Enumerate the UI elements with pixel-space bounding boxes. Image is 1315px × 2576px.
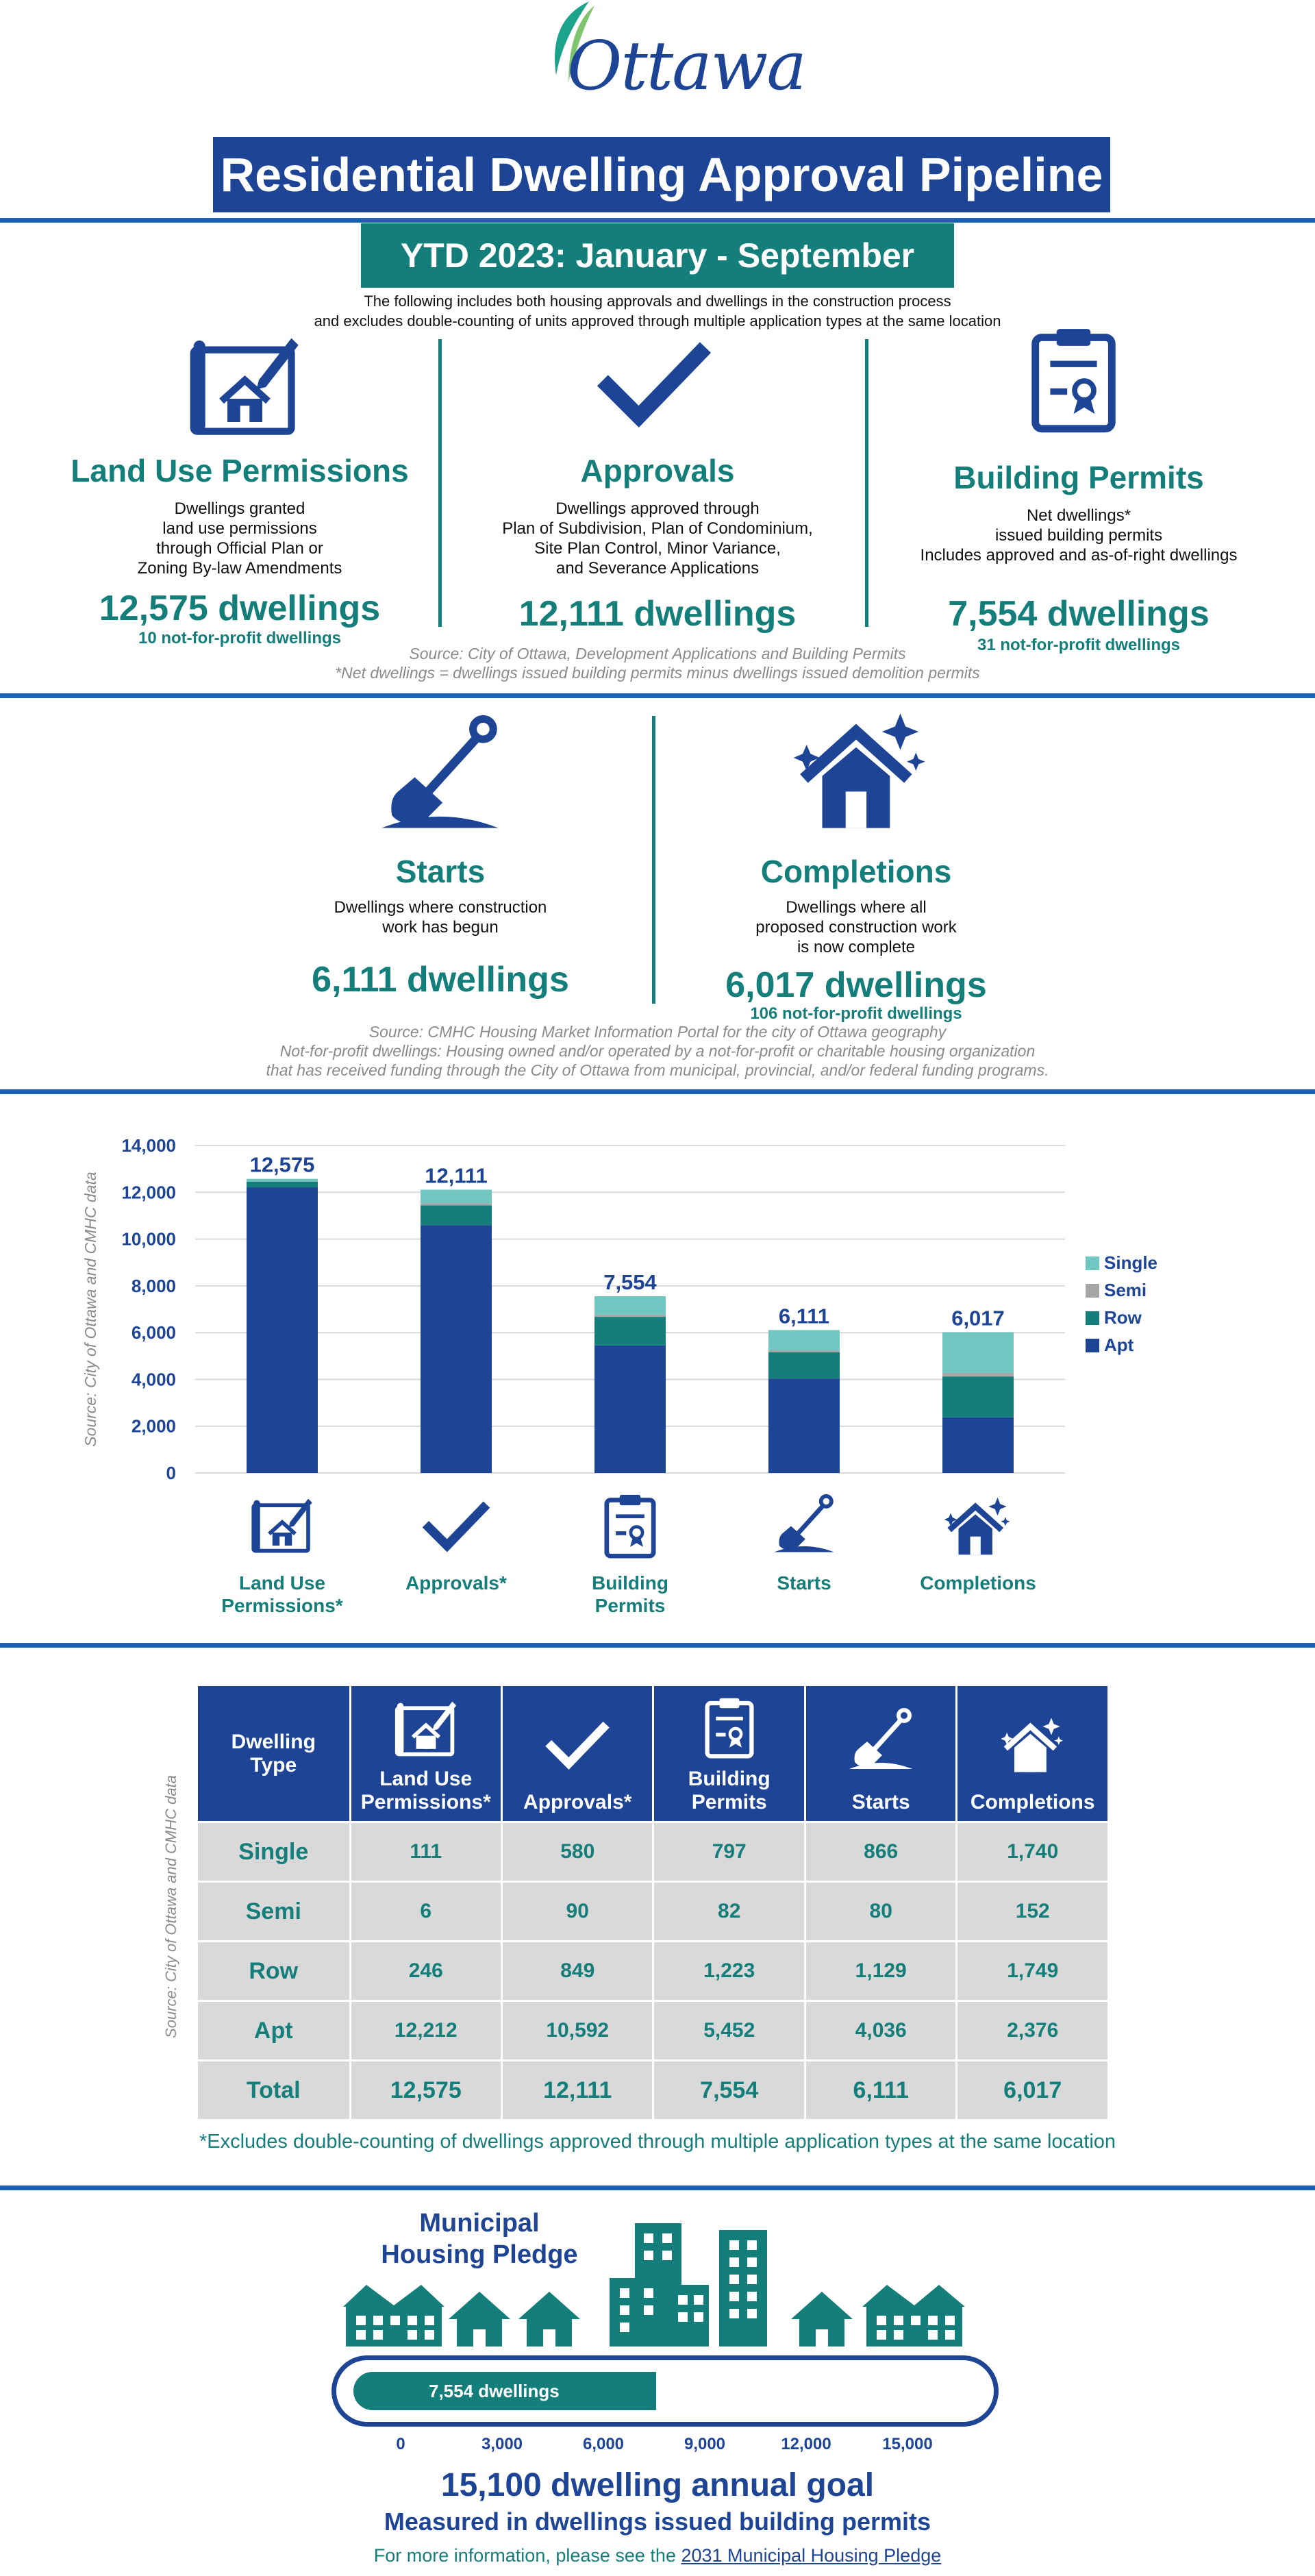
completions-value: 6,017 dwellings (725, 965, 987, 1005)
land-use-value: 12,575 dwellings (99, 589, 381, 628)
table-cell: 7,554 (654, 2061, 803, 2119)
completions-desc: Dwellings where all proposed construction work is now complete (755, 898, 957, 956)
logo-wordmark: Ottawa (567, 27, 805, 106)
y-tick-label: 6,000 (131, 1322, 176, 1343)
construction-source: Source: CMHC Housing Market Information Portal for the city of Ottawa geography Not-for-profit dwellings: Housing owned and/or operated by a not-for-profit or charitable housing organization that has received funding through the City of Ottawa from municipal, provincial, and/or federal funding programs. (266, 1023, 1049, 1079)
more-info: For more information, please see the 2031 Municipal Housing Pledge (373, 2545, 942, 2566)
land-use-desc: Dwellings granted land use permissions through Official Plan or Zoning By-law Amendments (137, 499, 342, 578)
pledge-axis (0, 2435, 1315, 2460)
intro-text: The following includes both housing approvals and dwellings in the construction process and excludes double-counting of units approved through multiple application types at the same location (314, 293, 1001, 330)
table-cell: 2,376 (957, 2002, 1107, 2059)
y-tick-label: 2,000 (131, 1415, 176, 1437)
row-label: Total (198, 2061, 349, 2119)
bar-single (942, 1333, 1014, 1373)
bar-apt (942, 1417, 1014, 1473)
check-icon (429, 1508, 484, 1546)
divider (0, 693, 1315, 698)
starts-value: 6,111 dwellings (312, 960, 569, 1000)
divider-vertical (438, 339, 442, 627)
stacked-bar-chart (0, 1096, 1315, 1631)
table-cell: 1,740 (957, 1823, 1107, 1881)
table-cell: 10,592 (503, 2002, 652, 2059)
table-cell: 12,212 (351, 2002, 501, 2059)
legend-label: Semi (1104, 1280, 1147, 1300)
bar-apt (421, 1225, 492, 1473)
bar-single (247, 1179, 318, 1182)
starts-title: Starts (395, 854, 486, 889)
table-cell: 80 (806, 1883, 955, 1940)
divider (0, 1089, 1315, 1094)
pledge-title: Municipal Housing Pledge (381, 2209, 578, 2269)
legend-swatch (1086, 1256, 1099, 1270)
table-footnote: *Excludes double-counting of dwellings approved through multiple application types at the same location (199, 2131, 1116, 2153)
table-cell: 4,036 (806, 2002, 955, 2059)
y-tick-label: 12,000 (121, 1182, 176, 1203)
y-tick-label: 10,000 (121, 1228, 176, 1250)
table-side-label: Source: City of Ottawa and CMHC data (162, 1775, 179, 2038)
y-tick-label: 8,000 (131, 1275, 176, 1296)
table-header-row (198, 1686, 1107, 1821)
table-cell: 152 (957, 1883, 1107, 1940)
divider-vertical (865, 339, 868, 627)
bar-total-label: 12,575 (249, 1152, 315, 1177)
pledge-progress-fill: 7,554 dwellings (353, 2372, 656, 2410)
table-row (198, 1883, 1107, 1940)
page-title: Residential Dwelling Approval Pipeline (213, 137, 1110, 212)
x-category-label: Permissions* (221, 1595, 343, 1616)
table-cell: 1,223 (654, 1942, 803, 2000)
completions-title: Completions (760, 854, 952, 889)
row-label: Semi (198, 1883, 349, 1940)
divider-vertical (652, 716, 655, 1004)
pledge-tick-label: 0 (396, 2435, 405, 2453)
legend-swatch (1086, 1339, 1099, 1352)
table-cell: 1,749 (957, 1942, 1107, 2000)
permits-title: Building Permits (953, 460, 1204, 495)
shovel-icon (843, 1707, 918, 1776)
table-cell: 797 (654, 1823, 803, 1881)
pledge-tick-label: 3,000 (481, 2435, 523, 2453)
pipeline-source: Source: City of Ottawa, Development Applications and Building Permits *Net dwellings = dwellings issued building permits minus dwellings issued demolition permits (335, 645, 980, 682)
table-row (198, 1942, 1107, 2000)
clipboard-certificate-icon (1020, 317, 1127, 443)
permits-desc: Net dwellings* issued building permits Includes approved and as-of-right dwellings (920, 506, 1238, 565)
bar-apt (594, 1346, 666, 1473)
housing-pledge-link[interactable]: 2031 Municipal Housing Pledge (681, 2545, 942, 2566)
dwelling-table (196, 1684, 1110, 2121)
skyline-icon (339, 2209, 976, 2353)
approvals-desc: Dwellings approved through Plan of Subdivision, Plan of Condominium, Site Plan Control, Minor Variance, and Severance Applications (502, 499, 813, 578)
table-cell: 866 (806, 1823, 955, 1881)
bar-row (942, 1376, 1014, 1417)
table-cell: 5,452 (654, 2002, 803, 2059)
header-approvals: Approvals* (503, 1686, 652, 1821)
bar-single (421, 1189, 492, 1203)
x-category-label: Permits (594, 1595, 666, 1616)
table-cell: 90 (503, 1883, 652, 1940)
table-cell: 6 (351, 1883, 501, 1940)
bar-apt (247, 1187, 318, 1473)
table-cell: 111 (351, 1823, 501, 1881)
bar-semi (942, 1373, 1014, 1376)
divider (0, 2185, 1315, 2190)
completions-note: 106 not-for-profit dwellings (750, 1004, 962, 1023)
table-cell: 246 (351, 1942, 501, 2000)
table-cell: 849 (503, 1942, 652, 2000)
bar-total-label: 7,554 (603, 1270, 657, 1295)
house-sparkle-icon (791, 706, 931, 836)
y-axis-label: Source: City of Ottawa and CMHC data (82, 1172, 99, 1447)
table-cell: 6,111 (806, 2061, 955, 2119)
ottawa-logo (541, 0, 805, 106)
period-banner: YTD 2023: January - September (361, 223, 954, 288)
permits-note: 31 not-for-profit dwellings (977, 636, 1180, 654)
y-tick-label: 4,000 (131, 1369, 176, 1390)
x-category-label: Land Use (238, 1572, 326, 1594)
y-tick-label: 14,000 (121, 1135, 176, 1156)
table-cell: 82 (654, 1883, 803, 1940)
bar-single (594, 1296, 666, 1315)
legend-label: Apt (1104, 1335, 1134, 1355)
legend-swatch (1086, 1311, 1099, 1325)
divider (0, 1643, 1315, 1648)
bar-total-label: 12,111 (425, 1163, 488, 1188)
table-row (198, 1823, 1107, 1881)
table-cell: 1,129 (806, 1942, 955, 2000)
x-category-label: Completions (920, 1572, 1036, 1594)
house-sparkle-icon (944, 1498, 1010, 1555)
bar-row (768, 1352, 840, 1379)
pledge-tick-label: 6,000 (582, 2435, 625, 2453)
pledge-tick-label: 12,000 (781, 2435, 831, 2453)
row-label: Row (198, 1942, 349, 2000)
header-completions: Completions (957, 1686, 1107, 1821)
table-total-row (198, 2061, 1107, 2119)
clipboard-certificate-icon (607, 1495, 653, 1556)
x-category-label: Starts (777, 1572, 831, 1594)
land-use-note: 10 not-for-profit dwellings (138, 629, 341, 647)
bar-single (768, 1330, 840, 1350)
permits-value: 7,554 dwellings (948, 594, 1210, 634)
pledge-tick-label: 15,000 (882, 2435, 933, 2453)
bar-semi (768, 1350, 840, 1352)
table-cell: 12,575 (351, 2061, 501, 2119)
blueprint-icon (171, 329, 318, 445)
shovel-icon (373, 714, 507, 841)
bar-total-label: 6,111 (778, 1304, 830, 1328)
divider (0, 218, 1315, 223)
table-cell: 580 (503, 1823, 652, 1881)
table-cell: 6,017 (957, 2061, 1107, 2119)
table-row (198, 2002, 1107, 2059)
legend-label: Row (1104, 1307, 1142, 1328)
row-label: Apt (198, 2002, 349, 2059)
bar-apt (768, 1378, 840, 1473)
table-cell: 12,111 (503, 2061, 652, 2119)
clipboard-certificate-icon (699, 1694, 760, 1762)
blueprint-icon (253, 1499, 312, 1551)
y-tick-label: 0 (166, 1463, 176, 1483)
shovel-icon (774, 1496, 834, 1552)
house-sparkle-icon (999, 1714, 1067, 1776)
header-land-use: Land Use Permissions* (351, 1686, 501, 1821)
bar-semi (421, 1203, 492, 1205)
bar-row (421, 1205, 492, 1225)
bar-row (594, 1317, 666, 1346)
check-icon (543, 1714, 612, 1776)
starts-desc: Dwellings where construction work has begun (334, 898, 547, 937)
pledge-tick-label: 9,000 (684, 2435, 726, 2453)
approvals-title: Approvals (580, 453, 735, 488)
header-permits: Building Permits (654, 1686, 803, 1821)
check-icon (589, 329, 719, 438)
bar-row (247, 1182, 318, 1187)
header-starts: Starts (806, 1686, 955, 1821)
legend-swatch (1086, 1284, 1099, 1298)
blueprint-icon (385, 1696, 467, 1762)
bar-semi (594, 1315, 666, 1317)
pledge-goal: 15,100 dwelling annual goal (440, 2467, 875, 2503)
x-category-label: Approvals* (405, 1572, 507, 1594)
bar-total-label: 6,017 (951, 1306, 1005, 1330)
legend-label: Single (1104, 1252, 1158, 1273)
approvals-value: 12,111 dwellings (518, 594, 797, 634)
land-use-title: Land Use Permissions (71, 453, 409, 488)
x-category-label: Building (592, 1572, 668, 1594)
pledge-measured: Measured in dwellings issued building permits (384, 2507, 931, 2536)
row-label: Single (198, 1823, 349, 1881)
header-dwelling-type: Dwelling Type (198, 1686, 349, 1821)
